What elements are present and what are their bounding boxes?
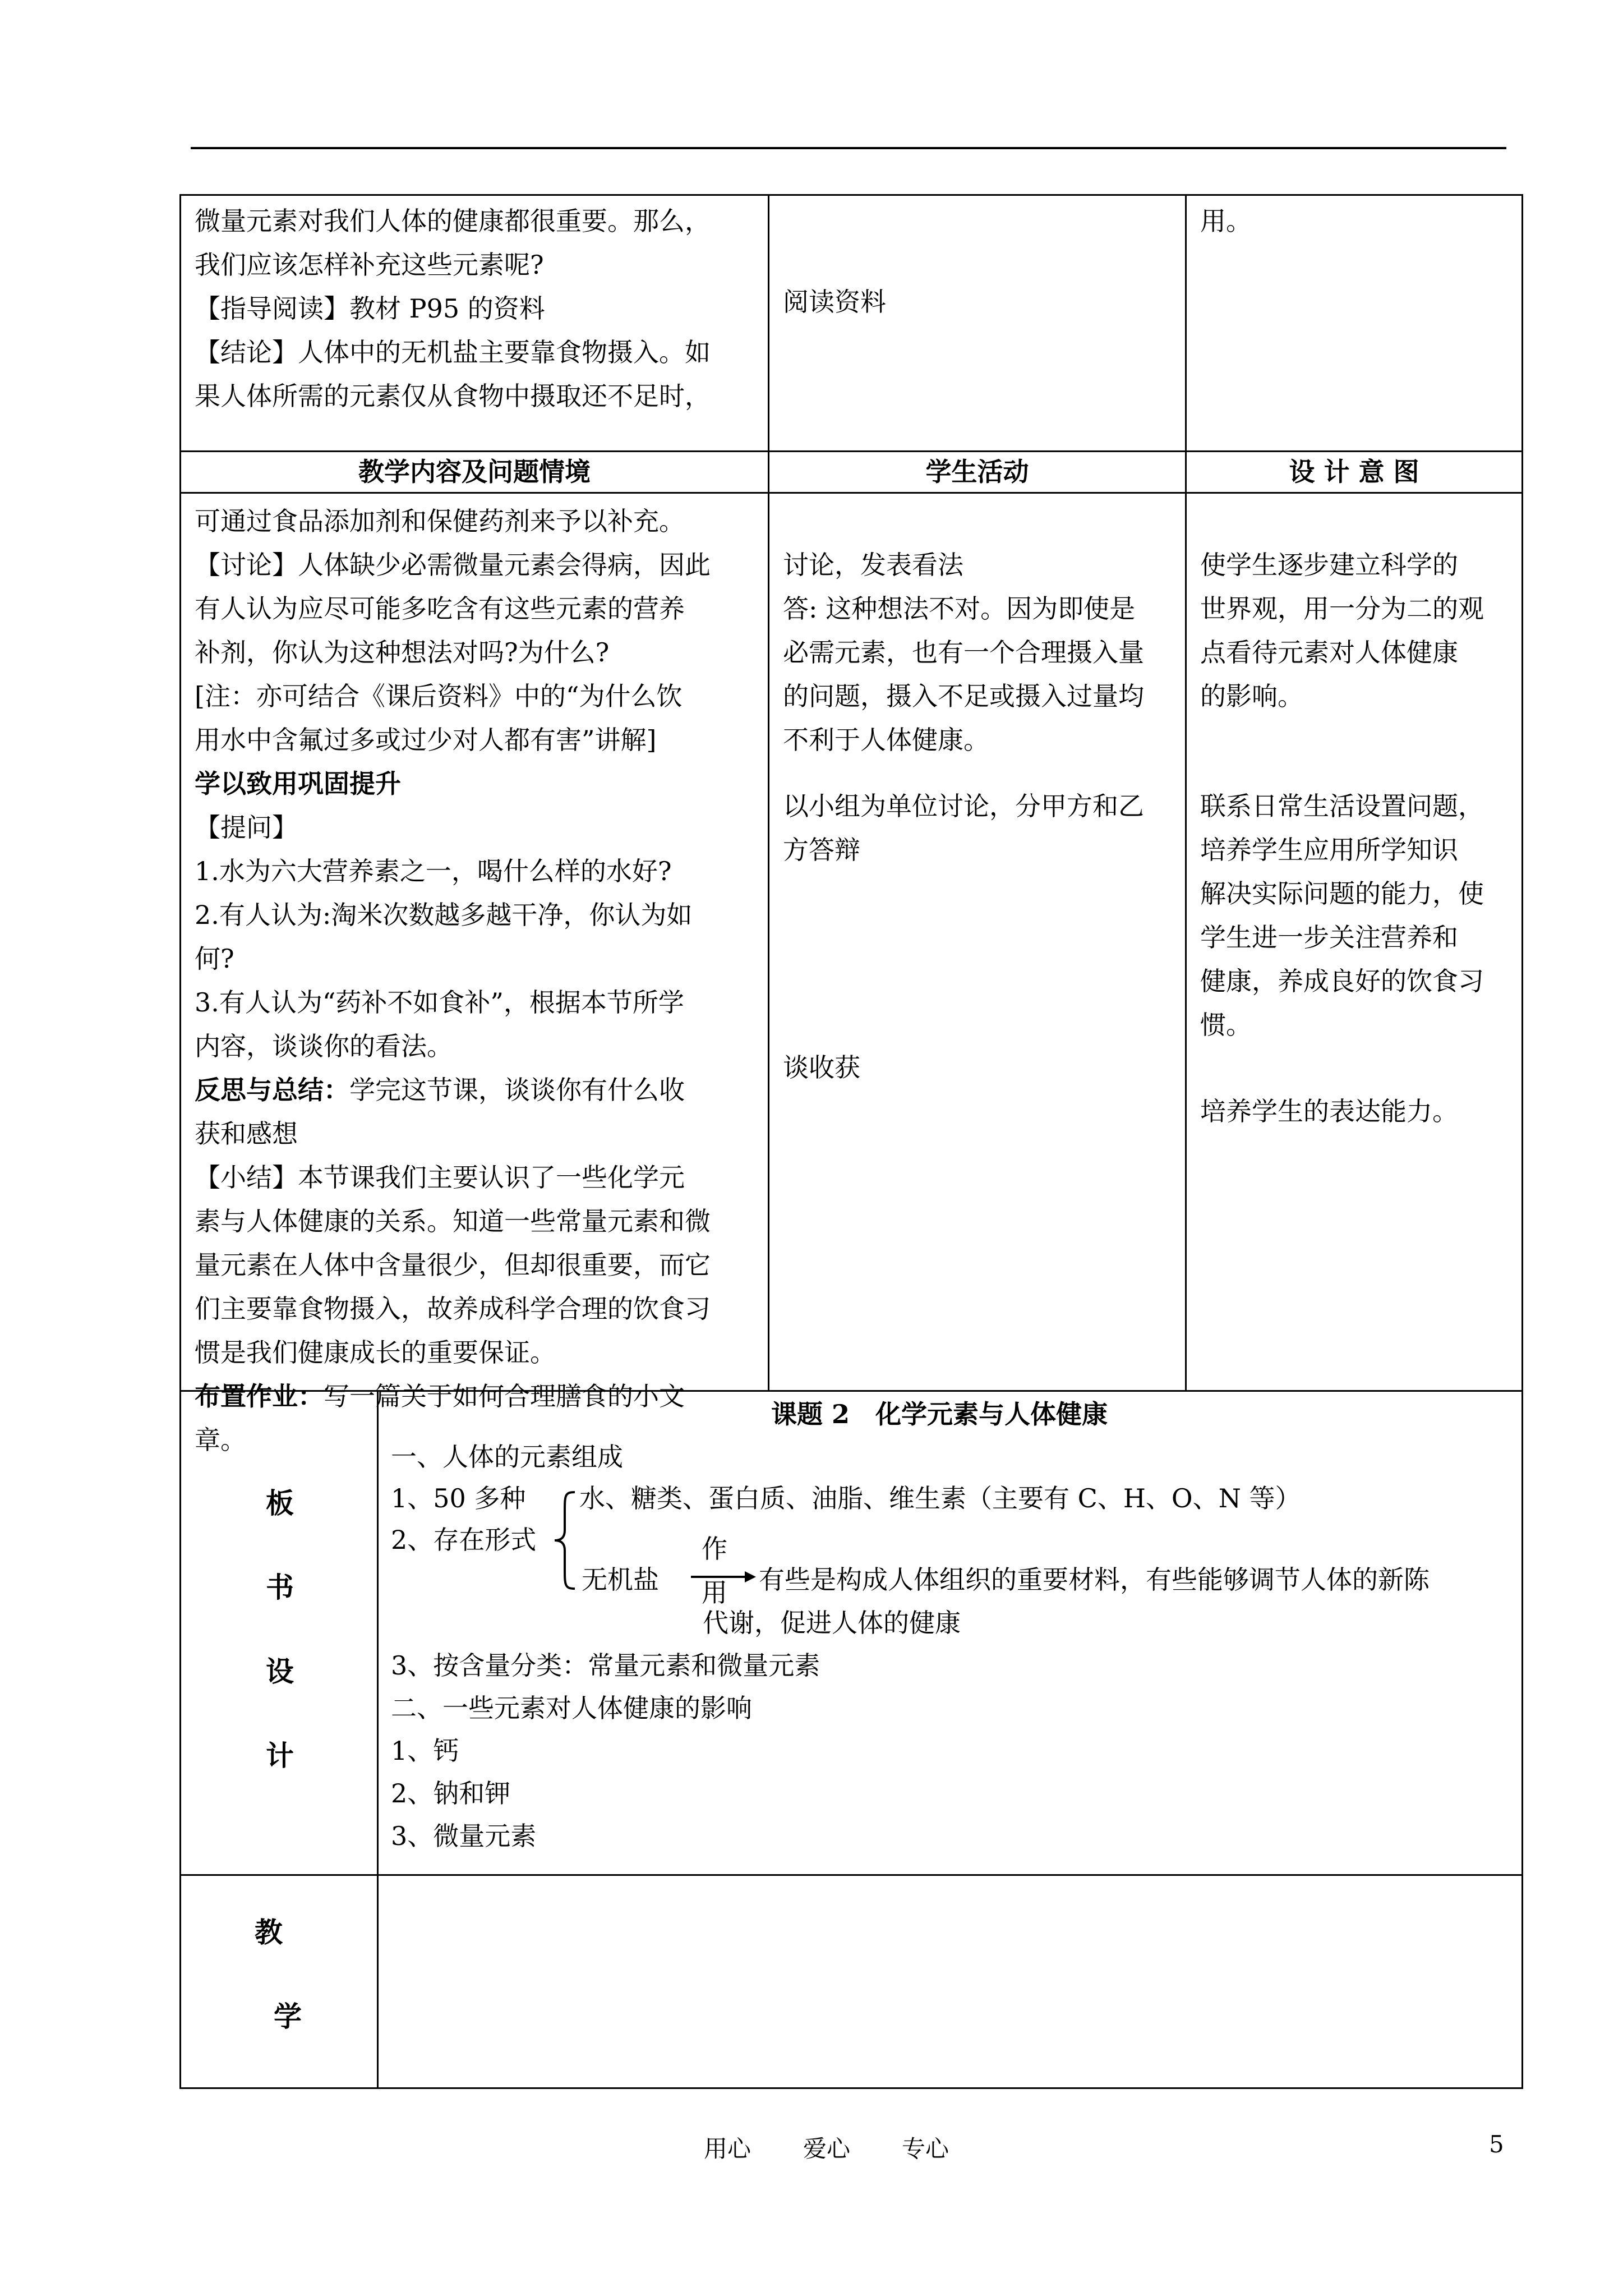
text-line: 点看待元素对人体健康 [1200, 637, 1458, 668]
discuss-label: 【讨论】 [195, 550, 298, 580]
section-title: 学以致用巩固提升 [195, 769, 401, 799]
board-section-2: 二、一些元素对人体健康的影响 [391, 1693, 752, 1723]
question-1: 1.水为六大营养素之一，喝什么样的水好? [195, 856, 672, 886]
board-inorganic: 无机盐 [582, 1565, 659, 1595]
reflect-line [195, 1068, 754, 1112]
board-content-cell [377, 1390, 1523, 1876]
text-line: 谈收获 [783, 1052, 860, 1083]
board-element-3: 3、微量元素 [391, 1821, 537, 1851]
column-header-activity [768, 450, 1187, 494]
column-header-intent [1185, 450, 1523, 494]
text-line: 答: 这种想法不对。因为即使是 [783, 593, 1136, 624]
header-text: 学生活动 [925, 457, 1029, 487]
conclusion-text: 人体中的无机盐主要靠食物摄入。如 [298, 337, 711, 367]
teaching-content-cell [377, 1874, 1523, 2089]
guide-label: 【指导阅读】 [195, 293, 349, 324]
text-line: 用。 [1200, 206, 1252, 236]
text-line: 方答辩 [783, 835, 860, 865]
text-line: 惯。 [1200, 1010, 1252, 1040]
page-number: 5 [1489, 2131, 1504, 2158]
main-left-cell [179, 492, 769, 1455]
text-line: 联系日常生活设置问题， [1200, 791, 1484, 821]
text-line: 获和感想 [195, 1119, 298, 1149]
text-line: 的问题，摄入不足或摄入过量均 [783, 681, 1144, 711]
column-header-content [179, 450, 769, 494]
top-left-cell [179, 194, 769, 452]
question-3-cont: 内容，谈谈你的看法。 [195, 1031, 453, 1061]
text-line: 使学生逐步建立科学的 [1200, 550, 1458, 580]
brace-icon [552, 1490, 578, 1591]
teaching-label-char: 教 [255, 1916, 283, 1949]
main-right-cell [1185, 492, 1523, 1392]
arrow-label-bottom: 用 [702, 1577, 727, 1608]
footer-word: 爱心 [803, 2135, 851, 2162]
text-line: 微量元素对我们人体的健康都很重要。那么， [195, 206, 711, 236]
board-label-cell [179, 1390, 379, 1876]
text-line: 我们应该怎样补充这些元素呢? [195, 250, 544, 280]
text-line: 章。 [195, 1425, 246, 1455]
reflect-label: 反思与总结： [195, 1075, 349, 1105]
board-element-1: 1、钙 [391, 1736, 459, 1766]
board-item-2: 2、存在形式 [391, 1525, 537, 1555]
question-3: 3.有人认为“药补不如食补”，根据本节所学 [195, 987, 684, 1018]
board-inorganic-effect: 有些是构成人体组织的重要材料，有些能够调节人体的新陈 [759, 1565, 1430, 1595]
text-line: 量元素在人体中含量很少，但却很重要，而它 [195, 1250, 711, 1280]
homework-text: 写一篇关于如何合理膳食的小文 [324, 1381, 685, 1411]
text-line: 惯是我们健康成长的重要保证。 [195, 1337, 556, 1368]
text-line: 培养学生的表达能力。 [1200, 1096, 1458, 1126]
text-line: 讨论，发表看法 [783, 550, 963, 580]
ask-label: 【提问】 [195, 812, 298, 843]
discuss-text: 人体缺少必需微量元素会得病，因此 [298, 550, 711, 580]
board-title: 课题 2 化学元素与人体健康 [771, 1399, 1108, 1429]
text-line: 不利于人体健康。 [783, 725, 989, 755]
main-middle-cell [768, 492, 1187, 1392]
text-line: 世界观，用一分为二的观 [1200, 593, 1484, 624]
summary-text: 本节课我们主要认识了一些化学元 [298, 1162, 685, 1193]
text-line: 健康，养成良好的饮食习 [1200, 966, 1484, 996]
board-element-2: 2、钠和钾 [391, 1778, 511, 1809]
summary-line [195, 1156, 754, 1199]
reflect-text: 学完这节课，谈谈你有什么收 [349, 1075, 685, 1105]
board-section-1: 一、人体的元素组成 [391, 1442, 623, 1472]
text-line: 补剂，你认为这种想法对吗?为什么? [195, 637, 610, 668]
top-right-cell [1185, 194, 1523, 452]
question-2-cont: 何? [195, 944, 234, 974]
header-text: 教学内容及问题情境 [358, 457, 591, 487]
top-middle-cell [768, 194, 1187, 452]
board-item-1: 1、50 多种 [391, 1483, 526, 1513]
footer-word: 专心 [902, 2135, 949, 2162]
header-rule [191, 147, 1506, 149]
board-label-char: 设 [266, 1655, 294, 1688]
text-line: 的影响。 [1200, 681, 1303, 711]
text-line: 果人体所需的元素仅从食物中摄取还不足时， [195, 381, 711, 411]
guide-text: 教材 P95 的资料 [349, 293, 545, 324]
text-line: 以小组为单位讨论，分甲方和乙 [783, 791, 1144, 821]
board-label-char: 计 [266, 1739, 294, 1772]
text-line: 必需元素，也有一个合理摄入量 [783, 637, 1144, 668]
question-2: 2.有人认为:淘米次数越多越干净，你认为如 [195, 900, 693, 930]
note-line: [注：亦可结合《课后资料》中的“为什么饮 [195, 681, 683, 711]
text-line: 培养学生应用所学知识 [1200, 835, 1458, 865]
guide-line [195, 287, 754, 330]
board-label-char: 书 [266, 1571, 294, 1604]
footer-word: 用心 [704, 2135, 751, 2162]
discuss-line [195, 543, 754, 587]
teaching-label-cell [179, 1874, 379, 2089]
conclusion-line [195, 330, 754, 374]
text-line: 阅读资料 [783, 287, 886, 317]
text-line: 可通过食品添加剂和保健药剂来予以补充。 [195, 506, 685, 536]
board-label-char: 板 [266, 1487, 294, 1520]
text-line: 们主要靠食物摄入，故养成科学合理的饮食习 [195, 1294, 711, 1324]
text-line: 素与人体健康的关系。知道一些常量元素和微 [195, 1206, 711, 1236]
homework-label: 布置作业： [195, 1381, 324, 1411]
board-inorganic-effect-cont: 代谢，促进人体的健康 [703, 1608, 961, 1638]
header-text: 设 计 意 图 [1289, 457, 1419, 487]
summary-label: 【小结】 [195, 1162, 298, 1193]
teaching-label-char: 学 [274, 2000, 302, 2033]
arrow-label-top: 作 [702, 1534, 727, 1564]
conclusion-label: 【结论】 [195, 337, 298, 367]
text-line: 学生进一步关注营养和 [1200, 922, 1458, 953]
text-line: 解决实际问题的能力，使 [1200, 878, 1484, 909]
note-line: 用水中含氟过多或过少对人都有害”讲解] [195, 725, 657, 755]
board-item-3: 3、按含量分类：常量元素和微量元素 [391, 1650, 820, 1681]
text-line: 有人认为应尽可能多吃含有这些元素的营养 [195, 593, 685, 624]
board-organic: 水、糖类、蛋白质、油脂、维生素（主要有 C、H、O、N 等） [579, 1483, 1301, 1513]
